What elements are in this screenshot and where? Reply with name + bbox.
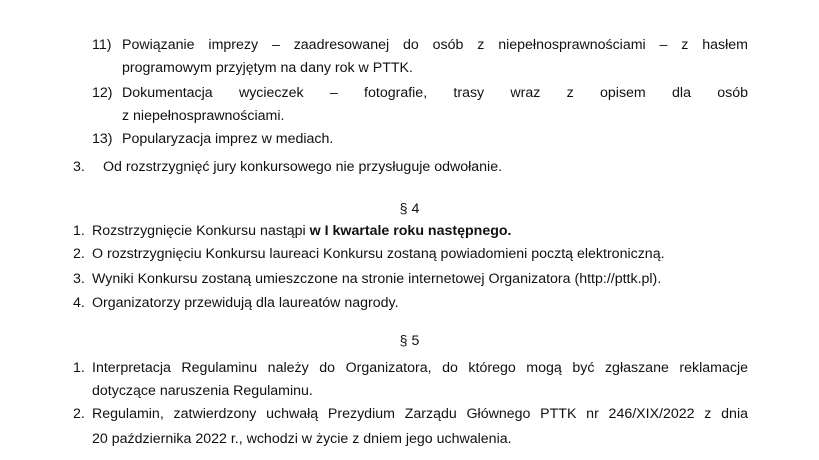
point-number: 3. (73, 159, 85, 175)
emphasized-deadline: w I kwartale roku następnego. (309, 223, 512, 239)
section-heading: § 5 (399, 333, 420, 349)
section-item-number: 3. (73, 271, 85, 287)
list-item-number: 13) (92, 131, 113, 147)
section-item-number: 2. (73, 406, 85, 422)
section-item-text: Rozstrzygnięcie Konkursu nastąpi w I kwartale roku następnego. (92, 223, 512, 239)
list-item-text: Dokumentacja wycieczek – fotografie, trasy wraz z opisem dla osób (122, 85, 748, 101)
section-item-text: Organizatorzy przewidują dla laureatów nagrody. (92, 295, 399, 311)
section-item-text: Wyniki Konkursu zostaną umieszczone na stronie internetowej Organizatora (http://pttk.pl). (92, 271, 662, 287)
list-item-text: Popularyzacja imprez w mediach. (122, 131, 334, 147)
list-item-text-continued: programowym przyjętym na dany rok w PTTK. (122, 60, 413, 76)
list-item-number: 11) (92, 37, 112, 53)
section-item-number: 1. (73, 223, 85, 239)
point-text: Od rozstrzygnięć jury konkursowego nie przysługuje odwołanie. (103, 159, 503, 175)
list-item-text: Powiązanie imprezy – zaadresowanej do osób z niepełnosprawnościami – z hasłem (122, 37, 748, 53)
section-item-number: 4. (73, 295, 85, 311)
section-item-text-continued: dotyczące naruszenia Regulaminu. (92, 383, 313, 399)
section-heading: § 4 (399, 201, 420, 217)
section-item-text: Interpretacja Regulaminu należy do Organizatora, do którego mogą być zgłaszane reklamacje (92, 360, 748, 376)
section-item-number: 2. (73, 246, 85, 262)
list-item-text-continued: z niepełnosprawnościami. (122, 108, 285, 124)
section-item-text-continued: 20 października 2022 r., wchodzi w życie z dniem jego uchwalenia. (92, 431, 512, 447)
section-item-number: 1. (73, 360, 85, 376)
list-item-number: 12) (92, 85, 113, 101)
section-item-text: Regulamin, zatwierdzony uchwałą Prezydium Zarządu Głównego PTTK nr 246/XIX/2022 z dnia (92, 406, 748, 422)
section-item-text: O rozstrzygnięciu Konkursu laureaci Konkursu zostaną powiadomieni pocztą elektroniczną. (92, 246, 665, 262)
